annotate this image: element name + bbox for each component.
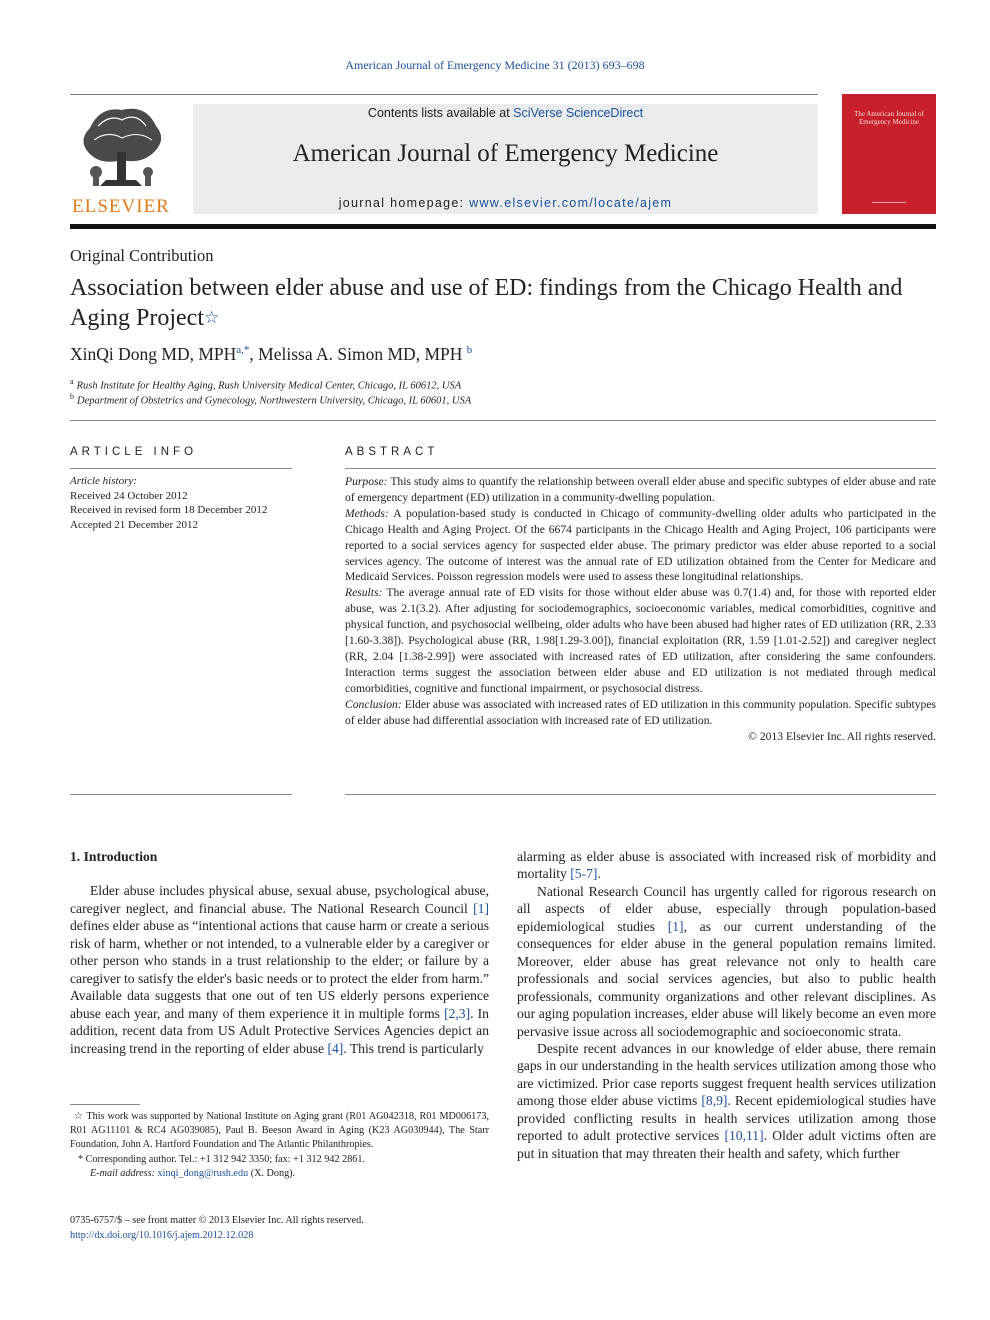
contents-prefix: Contents lists available at — [367, 106, 514, 120]
journal-title: American Journal of Emergency Medicine — [292, 140, 719, 167]
right-text-2: . — [597, 866, 601, 882]
journal-cover[interactable] — [842, 94, 936, 214]
abstract-purpose — [345, 474, 936, 506]
right-text-7: . Older adult victims often are put in situation that may threaten their health and safety, which further — [517, 1128, 937, 1161]
results-label: Results: — [345, 586, 383, 600]
intro-text-4: . This trend is particularly — [343, 1040, 484, 1056]
journal-citation[interactable]: American Journal of Emergency Medicine 31 (2013) 693–698 — [345, 58, 645, 72]
elsevier-tree-icon — [70, 100, 172, 192]
front-matter — [70, 1214, 364, 1243]
funding-text: This work was supported by National Institute on Aging grant (R01 AG042318, R01 MD006173, R01 AG11101 & RC4 AG039085), Paul B. Beeson Award in Aging (K23 AG030944), The Starr Foundation, John A. Hartford Foundation and The Atlantic Philanthropies. — [70, 1111, 489, 1151]
email-suffix: (X. Dong). — [248, 1167, 296, 1179]
funding-footnote — [70, 1110, 489, 1153]
cover-rule — [872, 202, 906, 203]
ref-link-10-11[interactable]: [10,11] — [724, 1128, 764, 1144]
right-paragraph-2 — [517, 883, 936, 1040]
revised-date: Received in revised form 18 December 2012 — [70, 504, 268, 516]
email-label: E-mail address: — [90, 1167, 158, 1179]
abstract-rule — [345, 468, 936, 469]
homepage-prefix: journal homepage: — [338, 196, 470, 210]
author-separator: , — [249, 344, 259, 364]
body-left-column — [70, 848, 489, 1057]
cover-title: The American Journal of Emergency Medicine — [854, 110, 924, 126]
corresponding-mark: * — [78, 1153, 84, 1165]
received-date: Received 24 October 2012 — [70, 489, 188, 502]
homepage-line — [193, 196, 818, 210]
intro-text-2: defines elder abuse as “intentional actions that cause harm or create a serious risk of harm, whether or not intended, to a vulnerable elder by a caregiver or other person who stands in a trust relationship to the elder; or failure by a caregiver to satisfy the elder's basic needs or to protect the elder from harm.” Available data suggests that one out of ten US elderly persons experience abuse each year, and many of them experience it in multiple forms — [70, 918, 489, 1021]
affiliation-a — [70, 377, 461, 392]
methods-text: A population-based study is conducted in Chicago of community-dwelling older adults who participated in the Chicago Health and Aging Project. Of the 6674 participants in the Chicago Health and Aging Project, 106 participants were reported to a social services agency for suspected elder abuse. The primary predictor was elder abuse reported to a social services agency. The outcome of interest was the annual rate of ED utilization obtained from the Center for Medicare and Medicaid Services. Poisson regression models were used to assess these longitudinal relationships. — [345, 506, 936, 584]
ref-link-4[interactable]: [4] — [327, 1040, 344, 1056]
right-text-6: . Recent epidemiological studies have provided conflicting results in health services utilization among those reported to adult protective services — [517, 1093, 937, 1144]
title-line-2: Aging Project — [70, 305, 204, 331]
abstract-heading: ABSTRACT — [345, 446, 439, 458]
article-title — [70, 273, 940, 333]
abstract-results — [345, 585, 936, 696]
purpose-label: Purpose: — [345, 475, 388, 488]
article-info-end-rule — [70, 794, 292, 795]
journal-banner — [193, 104, 818, 214]
sciencedirect-link[interactable]: SciVerse ScienceDirect — [513, 106, 644, 120]
affiliation-divider — [70, 420, 936, 421]
conclusion-label: Conclusion: — [345, 697, 402, 711]
intro-paragraph-1 — [70, 882, 489, 1057]
article-type: Original Contribution — [70, 246, 214, 265]
intro-text-1: Elder abuse includes physical abuse, sexual abuse, psychological abuse, caregiver neglect, and financial abuse. The National Research Council — [70, 883, 489, 916]
right-paragraph-1 — [517, 848, 936, 883]
article-info-rule — [70, 468, 292, 469]
funding-mark: ☆ — [74, 1111, 84, 1122]
header-rule — [70, 94, 818, 95]
body-right-column — [517, 848, 936, 1162]
ref-link-2-3[interactable]: [2,3] — [444, 1005, 471, 1021]
email-link[interactable]: xinqi_dong@rush.edu — [157, 1167, 249, 1179]
header-divider — [70, 224, 936, 229]
title-line-1: Association between elder abuse and use of ED: findings from the Chicago Health and — [70, 275, 903, 301]
ref-link-1b[interactable]: [1] — [667, 918, 684, 934]
author-2[interactable]: Melissa A. Simon MD, MPH — [258, 344, 463, 364]
right-text-1: alarming as elder abuse is associated with increased risk of morbidity and mortality — [517, 849, 936, 882]
author-1[interactable]: XinQi Dong MD, MPH — [70, 344, 237, 364]
ref-link-8-9[interactable]: [8,9] — [701, 1093, 728, 1109]
author-list — [70, 344, 472, 365]
article-history — [70, 474, 292, 532]
abstract-conclusion — [345, 697, 936, 729]
results-text: The average annual rate of ED visits for those without elder abuse was 0.7(1.4) and, for those with reported elder abuse, was 2.1(3.2). After adjusting for sociodemographics, socioeconomic variables, medical comorbidities, cognitive and physical function, and psychosocial wellbeing, older adults who have been abused had higher rates of ED utilization (RR, 2.33 [1.60-3.38]). Psychological abuse (RR, 1.98[1.29-3.00]), financial exploitation (RR, 1.59 [1.01-2.52]) and caregiver neglect (RR, 2.04 [1.38-2.99]) were associated with increased rates of ED utilization, after considering the same confounders. Interaction terms suggest the association between elder abuse and ED utilization is not mediated through medical comorbidities, cognitive and functional impairment, or psychosocial distress. — [345, 586, 936, 695]
affiliation-a-text: Rush Institute for Healthy Aging, Rush University Medical Center, Chicago, IL 60612, USA — [76, 380, 462, 392]
ref-link-1[interactable]: [1] — [473, 900, 489, 916]
publisher-name: ELSEVIER — [72, 196, 170, 217]
right-text-3: National Research Council has urgently called for rigorous research on all aspects of elder abuse, especially through population-based epidemiological studies — [517, 883, 936, 934]
corresponding-text: Corresponding author. Tel.: +1 312 942 3350; fax: +1 312 942 2861. — [83, 1153, 366, 1165]
affiliation-b — [70, 392, 471, 407]
abstract-end-rule — [345, 794, 936, 795]
right-text-4: , as our current understanding of the consequences for elder abuse in the general population remains limited. Moreover, elder abuse has great relevance not only to health care professionals and social services agencies, but also to public health professionals, community organizations and other relevant disciplines. As our aging population increases, elder abuse will likely become an even more pervasive issue across all sociodemographic and socioeconomic strata. — [517, 918, 936, 1039]
affiliation-b-text: Department of Obstetrics and Gynecology, Northwestern University, Chicago, IL 60601, USA — [77, 395, 472, 407]
email-footnote — [70, 1167, 489, 1181]
author-2-affiliation-link[interactable]: b — [466, 344, 473, 357]
abstract-copyright: © 2013 Elsevier Inc. All rights reserved. — [748, 729, 936, 743]
article-info-heading: ARTICLE INFO — [70, 446, 198, 458]
purpose-text: This study aims to quantify the relationship between overall elder abuse and specific subtypes of elder abuse and rate of emergency department (ED) utilization in a community-dwelling population. — [345, 475, 936, 504]
contents-line — [193, 106, 818, 120]
right-text-5: Despite recent advances in our knowledge of elder abuse, there remain gaps in our understanding in the health services utilization among those who are victimized. Prior case reports suggest frequent health services utilization among those elder abuse victims — [517, 1040, 936, 1109]
abstract-methods — [345, 506, 936, 586]
introduction-heading: 1. Introduction — [70, 849, 158, 864]
accepted-date: Accepted 21 December 2012 — [70, 518, 198, 531]
doi-link[interactable]: http://dx.doi.org/10.1016/j.ajem.2012.12.028 — [70, 1229, 254, 1241]
title-footnote-link[interactable]: ☆ — [203, 308, 220, 327]
right-paragraph-3 — [517, 1040, 936, 1162]
elsevier-logo[interactable] — [70, 100, 172, 216]
issn-line: 0735-6757/$ – see front matter © 2013 Elsevier Inc. All rights reserved. — [70, 1215, 364, 1226]
abstract-body — [345, 474, 936, 744]
history-label: Article history: — [70, 475, 137, 487]
methods-label: Methods: — [345, 506, 389, 520]
intro-text-3: . In addition, recent data from US Adult Protective Services Agencies depict an increasing trend in the reporting of elder abuse — [70, 1005, 489, 1056]
affiliation-b-mark: b — [70, 392, 74, 401]
footnotes — [70, 1110, 489, 1181]
ref-link-5-7[interactable]: [5-7] — [570, 866, 598, 882]
affiliation-a-mark: a — [70, 377, 74, 386]
corresponding-footnote — [70, 1153, 489, 1167]
homepage-link[interactable]: www.elsevier.com/locate/ajem — [469, 196, 673, 210]
author-1-affiliation-link[interactable]: a,* — [236, 344, 250, 357]
footnote-rule — [70, 1104, 140, 1105]
conclusion-text: Elder abuse was associated with increased rates of ED utilization in this community population. Specific subtypes of elder abuse had differential association with increased rate of ED utilization. — [345, 697, 936, 727]
